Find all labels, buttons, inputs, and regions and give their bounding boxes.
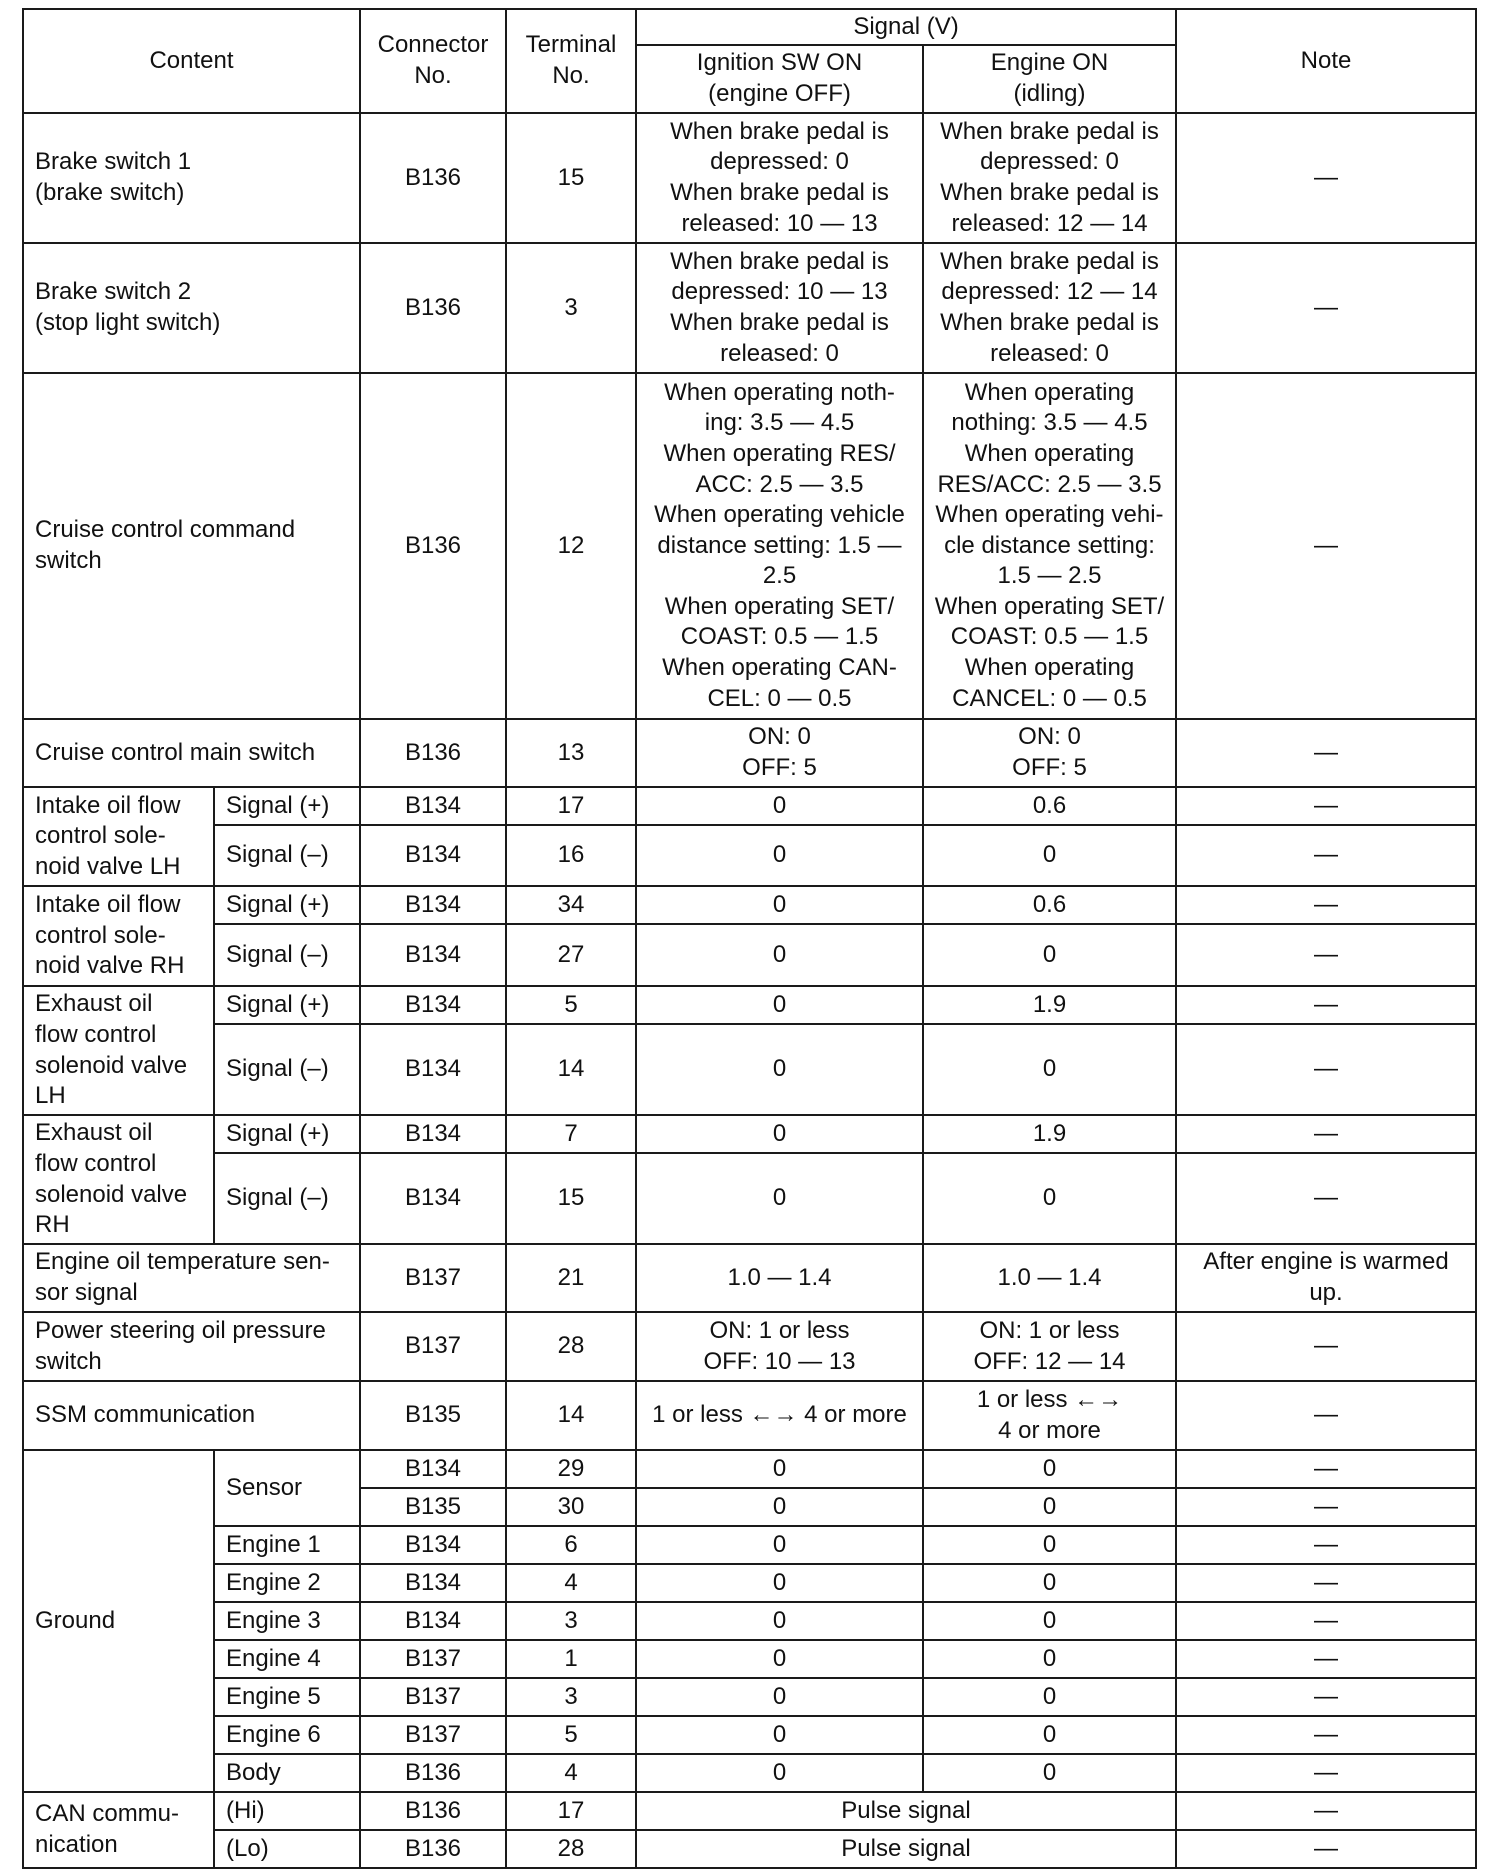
connector-cell: B137 [360, 1678, 506, 1716]
terminal-cell: 13 [506, 719, 636, 787]
header-note: Note [1176, 9, 1476, 113]
note-cell: — [1176, 243, 1476, 373]
note-cell: — [1176, 1640, 1476, 1678]
header-engine-on: Engine ON (idling) [923, 45, 1176, 113]
note-cell: — [1176, 1381, 1476, 1450]
connector-cell: B134 [360, 1526, 506, 1564]
ignition-value-cell: 0 [636, 1564, 923, 1602]
table-row [23, 1312, 1476, 1381]
connector-cell: B135 [360, 1381, 506, 1450]
connector-cell: B136 [360, 113, 506, 243]
terminal-cell: 1 [506, 1640, 636, 1678]
engine-value-cell: 0 [923, 1716, 1176, 1754]
connector-cell: B136 [360, 719, 506, 787]
terminal-cell: 7 [506, 1115, 636, 1153]
engine-value-cell: 0 [923, 1564, 1176, 1602]
note-cell: — [1176, 924, 1476, 986]
table-row [23, 1024, 1476, 1115]
header-content: Content [23, 9, 360, 113]
connector-cell: B134 [360, 825, 506, 886]
connector-cell: B134 [360, 886, 506, 924]
note-cell: — [1176, 1450, 1476, 1488]
table-row [23, 787, 1476, 825]
engine-value-cell: 0 [923, 1754, 1176, 1792]
content-cell: Power steering oil pressure switch [23, 1312, 360, 1381]
content-cell: Brake switch 1 (brake switch) [23, 113, 360, 243]
note-cell: — [1176, 825, 1476, 886]
table-row [23, 1792, 1476, 1830]
table-row [23, 1716, 1476, 1754]
terminal-cell: 3 [506, 1678, 636, 1716]
note-cell: — [1176, 1564, 1476, 1602]
terminal-cell: 3 [506, 243, 636, 373]
ignition-value-cell: 1.0 — 1.4 [636, 1244, 923, 1312]
ignition-value-cell: 0 [636, 1716, 923, 1754]
connector-cell: B134 [360, 924, 506, 986]
terminal-cell: 14 [506, 1381, 636, 1450]
ignition-value-cell: 0 [636, 1153, 923, 1244]
sub-content-cell: Signal (+) [214, 986, 360, 1024]
note-cell: — [1176, 1488, 1476, 1526]
sub-content-cell: Engine 2 [214, 1564, 360, 1602]
sub-content-cell: (Lo) [214, 1830, 360, 1868]
ignition-value-cell: ON: 0 OFF: 5 [636, 719, 923, 787]
table-row [23, 1115, 1476, 1153]
ignition-value-cell: ON: 1 or less OFF: 10 — 13 [636, 1312, 923, 1381]
terminal-cell: 4 [506, 1754, 636, 1792]
table-row [23, 1564, 1476, 1602]
note-cell: — [1176, 1024, 1476, 1115]
terminal-cell: 17 [506, 787, 636, 825]
table-row [23, 243, 1476, 373]
header-terminal-no: Terminal No. [506, 9, 636, 113]
engine-value-cell: 0 [923, 1526, 1176, 1564]
sub-content-cell: Signal (+) [214, 787, 360, 825]
terminal-cell: 28 [506, 1312, 636, 1381]
note-cell: — [1176, 719, 1476, 787]
terminal-cell: 27 [506, 924, 636, 986]
connector-cell: B137 [360, 1716, 506, 1754]
header-connector-no: Connector No. [360, 9, 506, 113]
content-cell: Cruise control main switch [23, 719, 360, 787]
sub-content-cell: Engine 3 [214, 1602, 360, 1640]
terminal-cell: 17 [506, 1792, 636, 1830]
connector-cell: B134 [360, 1564, 506, 1602]
terminal-cell: 21 [506, 1244, 636, 1312]
engine-value-cell: 0 [923, 1678, 1176, 1716]
ignition-value-cell: 0 [636, 886, 923, 924]
ignition-value-cell: 0 [636, 825, 923, 886]
terminal-cell: 15 [506, 1153, 636, 1244]
sub-content-cell: Signal (+) [214, 886, 360, 924]
engine-value-cell: When brake pedal is depressed: 12 — 14 When brake pedal is released: 0 [923, 243, 1176, 373]
sub-content-cell: Signal (–) [214, 924, 360, 986]
connector-cell: B137 [360, 1244, 506, 1312]
content-cell: Intake oil flow control sole- noid valve LH [23, 787, 214, 886]
connector-cell: B136 [360, 1754, 506, 1792]
terminal-cell: 12 [506, 373, 636, 719]
note-cell: — [1176, 1716, 1476, 1754]
ignition-value-cell: 0 [636, 1526, 923, 1564]
engine-value-cell: 0.6 [923, 886, 1176, 924]
sub-content-cell: Signal (+) [214, 1115, 360, 1153]
engine-value-cell: 0 [923, 1153, 1176, 1244]
ignition-value-cell: 0 [636, 1488, 923, 1526]
connector-cell: B136 [360, 243, 506, 373]
header-ignition-sw-on: Ignition SW ON (engine OFF) [636, 45, 923, 113]
ignition-value-cell: 0 [636, 1450, 923, 1488]
engine-value-cell: When brake pedal is depressed: 0 When brake pedal is released: 12 — 14 [923, 113, 1176, 243]
engine-value-cell: 0 [923, 1450, 1176, 1488]
sub-content-cell: Signal (–) [214, 825, 360, 886]
sub-content-cell: Engine 6 [214, 1716, 360, 1754]
terminal-cell: 6 [506, 1526, 636, 1564]
sub-content-cell: Signal (–) [214, 1024, 360, 1115]
sub-content-cell: Sensor [214, 1450, 360, 1526]
content-cell: Ground [23, 1450, 214, 1792]
engine-value-cell: ON: 0 OFF: 5 [923, 719, 1176, 787]
engine-value-cell: 0.6 [923, 787, 1176, 825]
connector-cell: B134 [360, 1602, 506, 1640]
terminal-cell: 3 [506, 1602, 636, 1640]
ignition-value-cell: 0 [636, 1024, 923, 1115]
sub-content-cell: Engine 5 [214, 1678, 360, 1716]
table-row [23, 1450, 1476, 1488]
table-row [23, 1381, 1476, 1450]
content-cell: SSM communication [23, 1381, 360, 1450]
content-cell: Exhaust oil flow control solenoid valve RH [23, 1115, 214, 1244]
content-cell: Intake oil flow control sole- noid valve RH [23, 886, 214, 986]
note-cell: — [1176, 886, 1476, 924]
terminal-cell: 34 [506, 886, 636, 924]
table-row [23, 924, 1476, 986]
connector-cell: B136 [360, 1830, 506, 1868]
terminal-cell: 16 [506, 825, 636, 886]
note-cell: — [1176, 1830, 1476, 1868]
table-row [23, 1602, 1476, 1640]
sub-content-cell: Signal (–) [214, 1153, 360, 1244]
note-cell: — [1176, 1678, 1476, 1716]
terminal-cell: 14 [506, 1024, 636, 1115]
engine-value-cell: 0 [923, 1024, 1176, 1115]
note-cell: — [1176, 1153, 1476, 1244]
connector-cell: B136 [360, 373, 506, 719]
sub-content-cell: Body [214, 1754, 360, 1792]
note-cell: — [1176, 1754, 1476, 1792]
engine-value-cell: 0 [923, 1602, 1176, 1640]
note-cell: After engine is warmed up. [1176, 1244, 1476, 1312]
engine-value-cell: 0 [923, 1640, 1176, 1678]
ignition-value-cell: 0 [636, 1678, 923, 1716]
ignition-value-cell: 0 [636, 1640, 923, 1678]
table-row [23, 886, 1476, 924]
ignition-value-cell: 0 [636, 1754, 923, 1792]
table-row [23, 1640, 1476, 1678]
table-row [23, 1153, 1476, 1244]
content-cell: Exhaust oil flow control solenoid valve LH [23, 986, 214, 1115]
content-cell: CAN commu- nication [23, 1792, 214, 1868]
engine-value-cell: When operating nothing: 3.5 — 4.5 When operating RES/ACC: 2.5 — 3.5 When operating vehi- cle distance setting: 1.5 — 2.5 When operating SET/ COAST: 0.5 — 1.5 When operating CANCEL: 0 — 0.5 [923, 373, 1176, 719]
terminal-cell: 15 [506, 113, 636, 243]
terminal-cell: 28 [506, 1830, 636, 1868]
engine-value-cell: ON: 1 or less OFF: 12 — 14 [923, 1312, 1176, 1381]
connector-cell: B134 [360, 986, 506, 1024]
engine-value-cell: 1 or less ←→ 4 or more [923, 1381, 1176, 1450]
engine-value-cell: 0 [923, 825, 1176, 886]
note-cell: — [1176, 1526, 1476, 1564]
ignition-value-cell: 0 [636, 986, 923, 1024]
content-cell: Engine oil temperature sen- sor signal [23, 1244, 360, 1312]
header-signal: Signal (V) [636, 9, 1176, 45]
connector-cell: B135 [360, 1488, 506, 1526]
table-row [23, 1830, 1476, 1868]
connector-cell: B134 [360, 1115, 506, 1153]
sub-content-cell: Engine 4 [214, 1640, 360, 1678]
note-cell: — [1176, 986, 1476, 1024]
connector-cell: B136 [360, 1792, 506, 1830]
connector-cell: B137 [360, 1312, 506, 1381]
table-row [23, 719, 1476, 787]
connector-cell: B137 [360, 1640, 506, 1678]
note-cell: — [1176, 1792, 1476, 1830]
spec-table-container [22, 8, 1477, 1869]
table-row [23, 825, 1476, 886]
table-row [23, 1754, 1476, 1792]
ignition-value-cell: When operating noth- ing: 3.5 — 4.5 When operating RES/ ACC: 2.5 — 3.5 When operating vehicle distance setting: 1.5 — 2.5 When operating SET/ COAST: 0.5 — 1.5 When operating CAN- CEL: 0 — 0.5 [636, 373, 923, 719]
ignition-value-cell: When brake pedal is depressed: 10 — 13 When brake pedal is released: 0 [636, 243, 923, 373]
signal-value-cell: Pulse signal [636, 1830, 1176, 1868]
connector-cell: B134 [360, 787, 506, 825]
engine-value-cell: 0 [923, 1488, 1176, 1526]
terminal-cell: 29 [506, 1450, 636, 1488]
note-cell: — [1176, 1602, 1476, 1640]
ignition-value-cell: 0 [636, 787, 923, 825]
table-row [23, 1526, 1476, 1564]
table-row [23, 1244, 1476, 1312]
sub-content-cell: Engine 1 [214, 1526, 360, 1564]
engine-value-cell: 0 [923, 924, 1176, 986]
connector-cell: B134 [360, 1450, 506, 1488]
connector-cell: B134 [360, 1153, 506, 1244]
terminal-cell: 30 [506, 1488, 636, 1526]
ignition-value-cell: 1 or less ←→ 4 or more [636, 1381, 923, 1450]
table-row [23, 113, 1476, 243]
ignition-value-cell: 0 [636, 1115, 923, 1153]
table-row [23, 1678, 1476, 1716]
note-cell: — [1176, 1312, 1476, 1381]
engine-value-cell: 1.9 [923, 986, 1176, 1024]
note-cell: — [1176, 113, 1476, 243]
content-cell: Cruise control command switch [23, 373, 360, 719]
note-cell: — [1176, 1115, 1476, 1153]
ignition-value-cell: 0 [636, 924, 923, 986]
engine-value-cell: 1.0 — 1.4 [923, 1244, 1176, 1312]
terminal-cell: 5 [506, 1716, 636, 1754]
signal-value-cell: Pulse signal [636, 1792, 1176, 1830]
engine-value-cell: 1.9 [923, 1115, 1176, 1153]
sub-content-cell: (Hi) [214, 1792, 360, 1830]
table-row [23, 373, 1476, 719]
content-cell: Brake switch 2 (stop light switch) [23, 243, 360, 373]
ignition-value-cell: When brake pedal is depressed: 0 When brake pedal is released: 10 — 13 [636, 113, 923, 243]
terminal-cell: 4 [506, 1564, 636, 1602]
terminal-cell: 5 [506, 986, 636, 1024]
note-cell: — [1176, 373, 1476, 719]
note-cell: — [1176, 787, 1476, 825]
connector-cell: B134 [360, 1024, 506, 1115]
table-row [23, 986, 1476, 1024]
signal-spec-table [22, 8, 1477, 1869]
ignition-value-cell: 0 [636, 1602, 923, 1640]
